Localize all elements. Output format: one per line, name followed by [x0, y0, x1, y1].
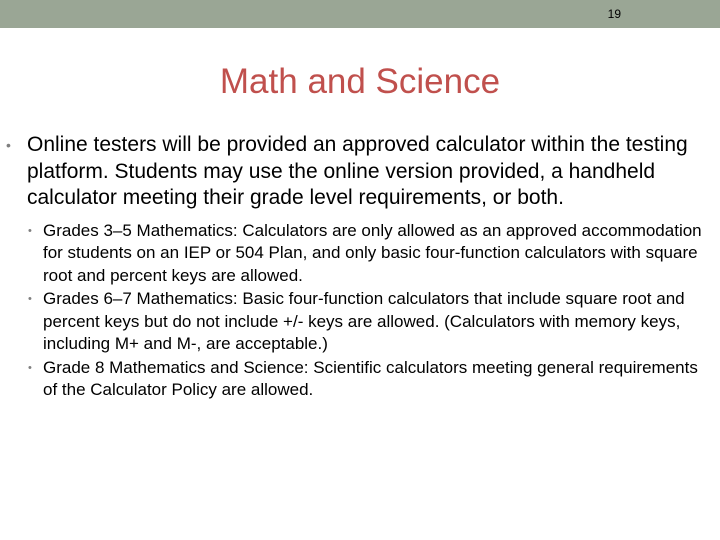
bullet-icon: • — [28, 224, 32, 237]
bullet-icon: • — [28, 361, 32, 374]
main-bullet — [6, 132, 707, 212]
bullet-icon: • — [28, 293, 32, 305]
main-bullet-text: Online testers will be provided an approved calculator within the testing platform. Students may use the online version provided, a handheld calculator meeting their grade level requirements, or both. — [27, 133, 688, 209]
sub-bullet-list — [6, 220, 706, 402]
sub-bullet-text: Grades 6–7 Mathematics: Basic four-function calculators that include square root and percent keys but do not include +/- keys are allowed. (Calculators with memory keys, including M+ and M-, are acceptable.) — [43, 289, 685, 353]
sub-bullet-grades-3-5 — [6, 220, 703, 288]
sub-bullet-text: Grades 3–5 Mathematics: Calculators are only allowed as an approved accommodation for students on an IEP or 504 Plan, and only basic four-function calculators with square root and percent keys are allowed. — [43, 220, 702, 285]
page-number: 19 — [607, 7, 621, 21]
sub-bullet-grades-6-7 — [6, 288, 703, 356]
slide-title: Math and Science — [219, 62, 501, 101]
bullet-icon: • — [6, 137, 11, 153]
sub-bullet-text: Grade 8 Mathematics and Science: Scientific calculators meeting general requirements of the Calculator Policy are allowed. — [43, 357, 698, 399]
slide-content — [6, 132, 706, 403]
header-bar — [0, 0, 720, 28]
sub-bullet-grade-8 — [6, 357, 703, 402]
